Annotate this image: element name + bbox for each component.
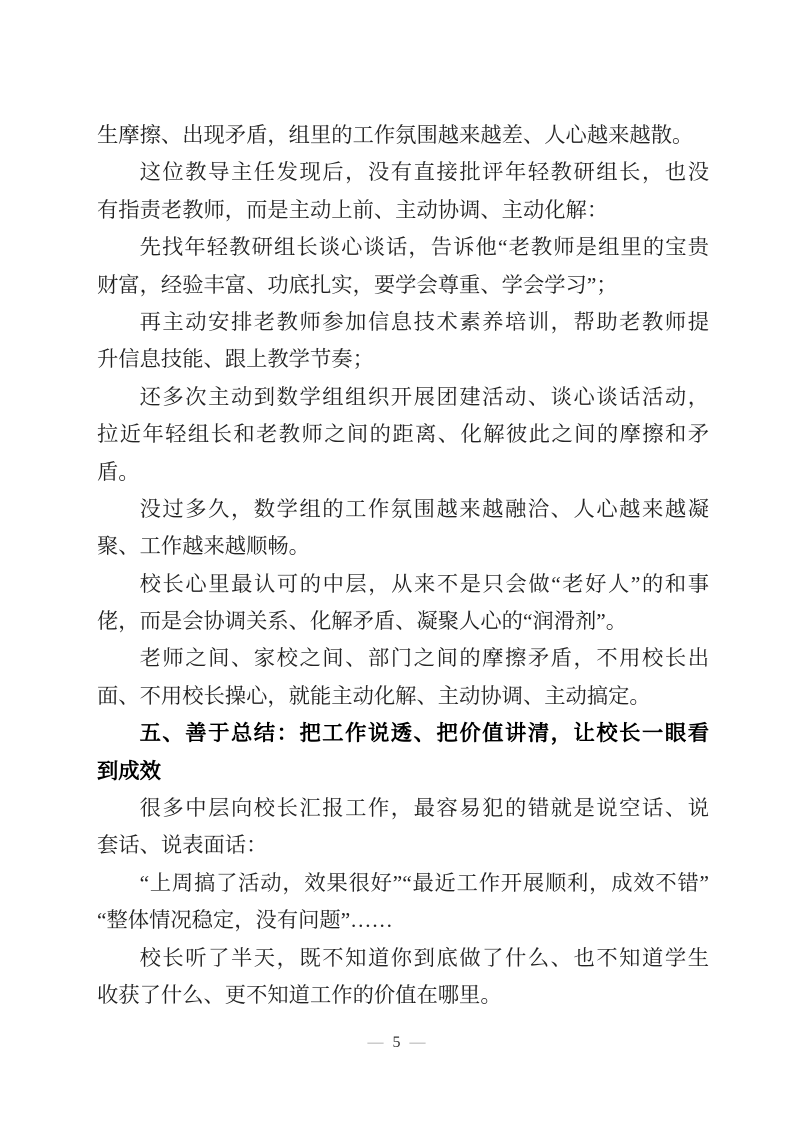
text-line: 生摩擦、出现矛盾，组里的工作氛围越来越差、人心越来越散。	[97, 123, 694, 147]
text-line: 校长心里最认可的中层，从来不是只会做“老好人”的和事	[139, 571, 709, 596]
text-line: 校长听了半天，既不知道你到底做了什么、也不知道学生	[139, 945, 709, 970]
text-line: 盾。	[97, 459, 140, 484]
text-line: 面、不用校长操心，就能主动化解、主动协调、主动搞定。	[97, 683, 651, 708]
heading-line: 五、善于总结：把工作说透、把价值讲清，让校长一眼看	[139, 721, 709, 746]
text-line: 聚、工作越来越顺畅。	[97, 534, 310, 559]
text-line: 老师之间、家校之间、部门之间的摩擦矛盾，不用校长出	[139, 646, 709, 671]
text-line: 财富，经验丰富、功底扎实，要学会尊重、学会学习”；	[97, 272, 618, 297]
text-line: “整体情况稳定，没有问题”……	[97, 908, 393, 933]
footer-dash-left: —	[367, 1034, 384, 1051]
text-line: 升信息技能、跟上教学节奏；	[97, 347, 374, 372]
footer-dash-right: —	[409, 1034, 426, 1051]
text-line: 这位教导主任发现后，没有直接批评年轻教研组长，也没	[139, 160, 709, 185]
text-line: 再主动安排老教师参加信息技术素养培训，帮助老教师提	[139, 309, 709, 334]
text-line: 拉近年轻组长和老教师之间的距离、化解彼此之间的摩擦和矛	[97, 422, 709, 447]
text-line: 佬，而是会协调关系、化解矛盾、凝聚人心的“润滑剂”。	[97, 609, 628, 634]
text-line: 有指责老教师，而是主动上前、主动协调、主动化解：	[97, 197, 609, 222]
heading-line: 到成效	[97, 758, 161, 783]
text-line: 收获了什么、更不知道工作的价值在哪里。	[97, 982, 502, 1007]
text-line: 先找年轻教研组长谈心谈话，告诉他“老教师是组里的宝贵	[139, 235, 709, 260]
document-body	[97, 117, 709, 1014]
page-number: 5	[392, 1034, 401, 1051]
text-line: 很多中层向校长汇报工作，最容易犯的错就是说空话、说	[139, 796, 709, 821]
text-line: “上周搞了活动，效果很好”“最近工作开展顺利，成效不错”	[139, 870, 709, 895]
text-line: 还多次主动到数学组组织开展团建活动、谈心谈话活动，	[139, 384, 709, 409]
page-footer	[0, 1032, 793, 1054]
text-line: 套话、说表面话：	[97, 833, 268, 858]
text-line: 没过多久，数学组的工作氛围越来越融洽、人心越来越凝	[139, 496, 709, 521]
